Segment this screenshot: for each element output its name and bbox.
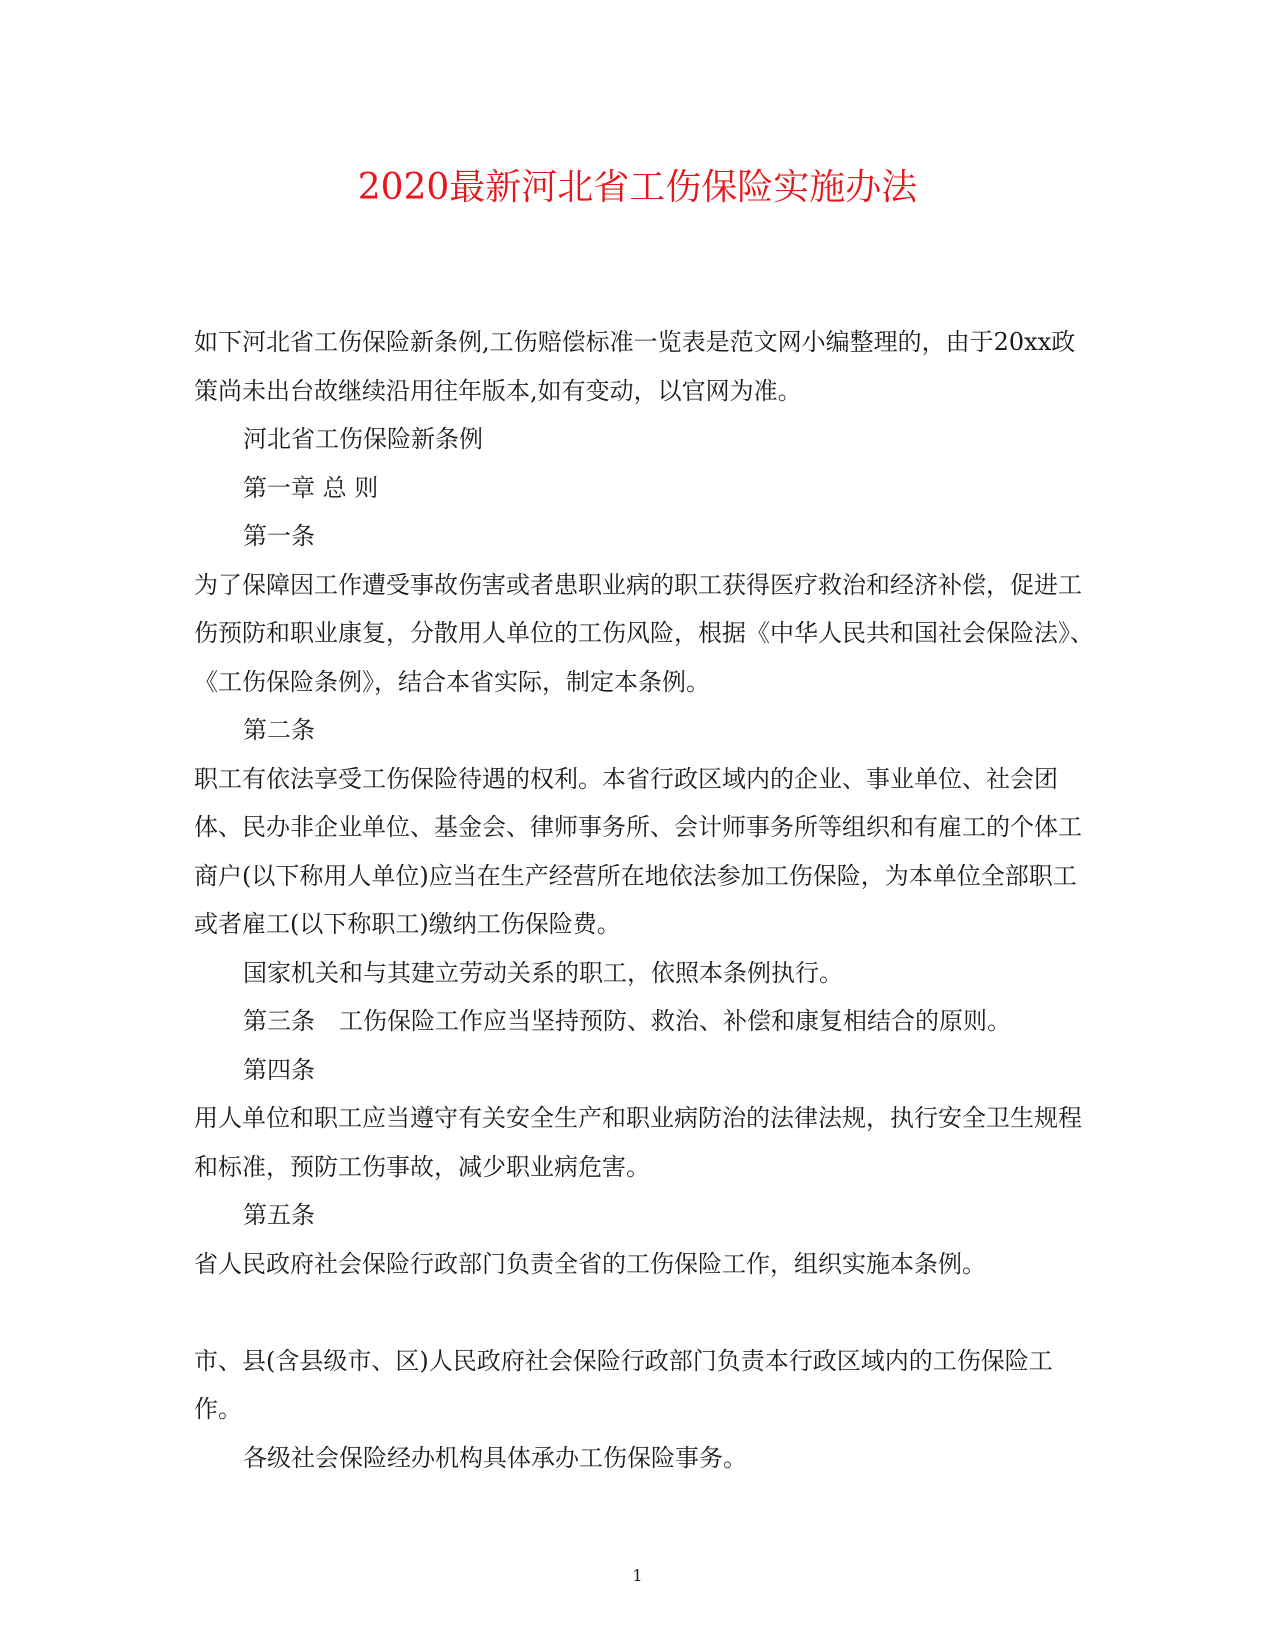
- article-2-heading: 第二条: [243, 716, 315, 744]
- article-5-text: 省人民政府社会保险行政部门负责全省的工伤保险工作，组织实施本条例。: [194, 1249, 986, 1278]
- paragraph-intro: 如下河北省工伤保险新条例,工伤赔偿标准一览表是范文网小编整理的，由于20xx政策尚未出台故继续沿用往年版本,如有变动，以官网为准。: [194, 328, 1076, 405]
- document-title: 2020最新河北省工伤保险实施办法: [357, 167, 918, 208]
- article-5-agency-text: 各级社会保险经办机构具体承办工伤保险事务。: [243, 1443, 747, 1472]
- page-number: 1: [632, 1566, 643, 1585]
- document-body: [194, 318, 1094, 1482]
- chapter-heading: 第一章 总 则: [243, 473, 379, 502]
- article-3: 第三条 工伤保险工作应当坚持预防、救治、补偿和康复相结合的原则。: [243, 1007, 1011, 1035]
- article-5-local-text: 市、县(含县级市、区)人民政府社会保险行政部门负责本行政区域内的工伤保险工作。: [194, 1346, 1053, 1423]
- article-4-text: 用人单位和职工应当遵守有关安全生产和职业病防治的法律法规，执行安全卫生规程和标准，预防工伤事故，减少职业病危害。: [194, 1104, 1082, 1181]
- article-1-heading: 第一条: [243, 522, 315, 550]
- article-1-text: 为了保障因工作遭受事故伤害或者患职业病的职工获得医疗救治和经济补偿，促进工伤预防和职业康复，分散用人单位的工伤风险，根据《中华人民共和国社会保险法》、《工伤保险条例》，结合本省实际，制定本条例。: [194, 570, 1094, 696]
- article-2-supplement: 国家机关和与其建立劳动关系的职工，依照本条例执行。: [243, 958, 843, 987]
- paragraph-regulation-name: 河北省工伤保险新条例: [243, 425, 483, 453]
- blank-line: [194, 1288, 1094, 1337]
- article-5-heading: 第五条: [243, 1201, 315, 1229]
- article-4-heading: 第四条: [243, 1055, 315, 1084]
- article-2-text: 职工有依法享受工伤保险待遇的权利。本省行政区域内的企业、事业单位、社会团体、民办非企业单位、基金会、律师事务所、会计师事务所等组织和有雇工的个体工商户(以下称用人单位)应当在生产经营所在地依法参加工伤保险，为本单位全部职工或者雇工(以下称职工)缴纳工伤保险费。: [194, 764, 1082, 938]
